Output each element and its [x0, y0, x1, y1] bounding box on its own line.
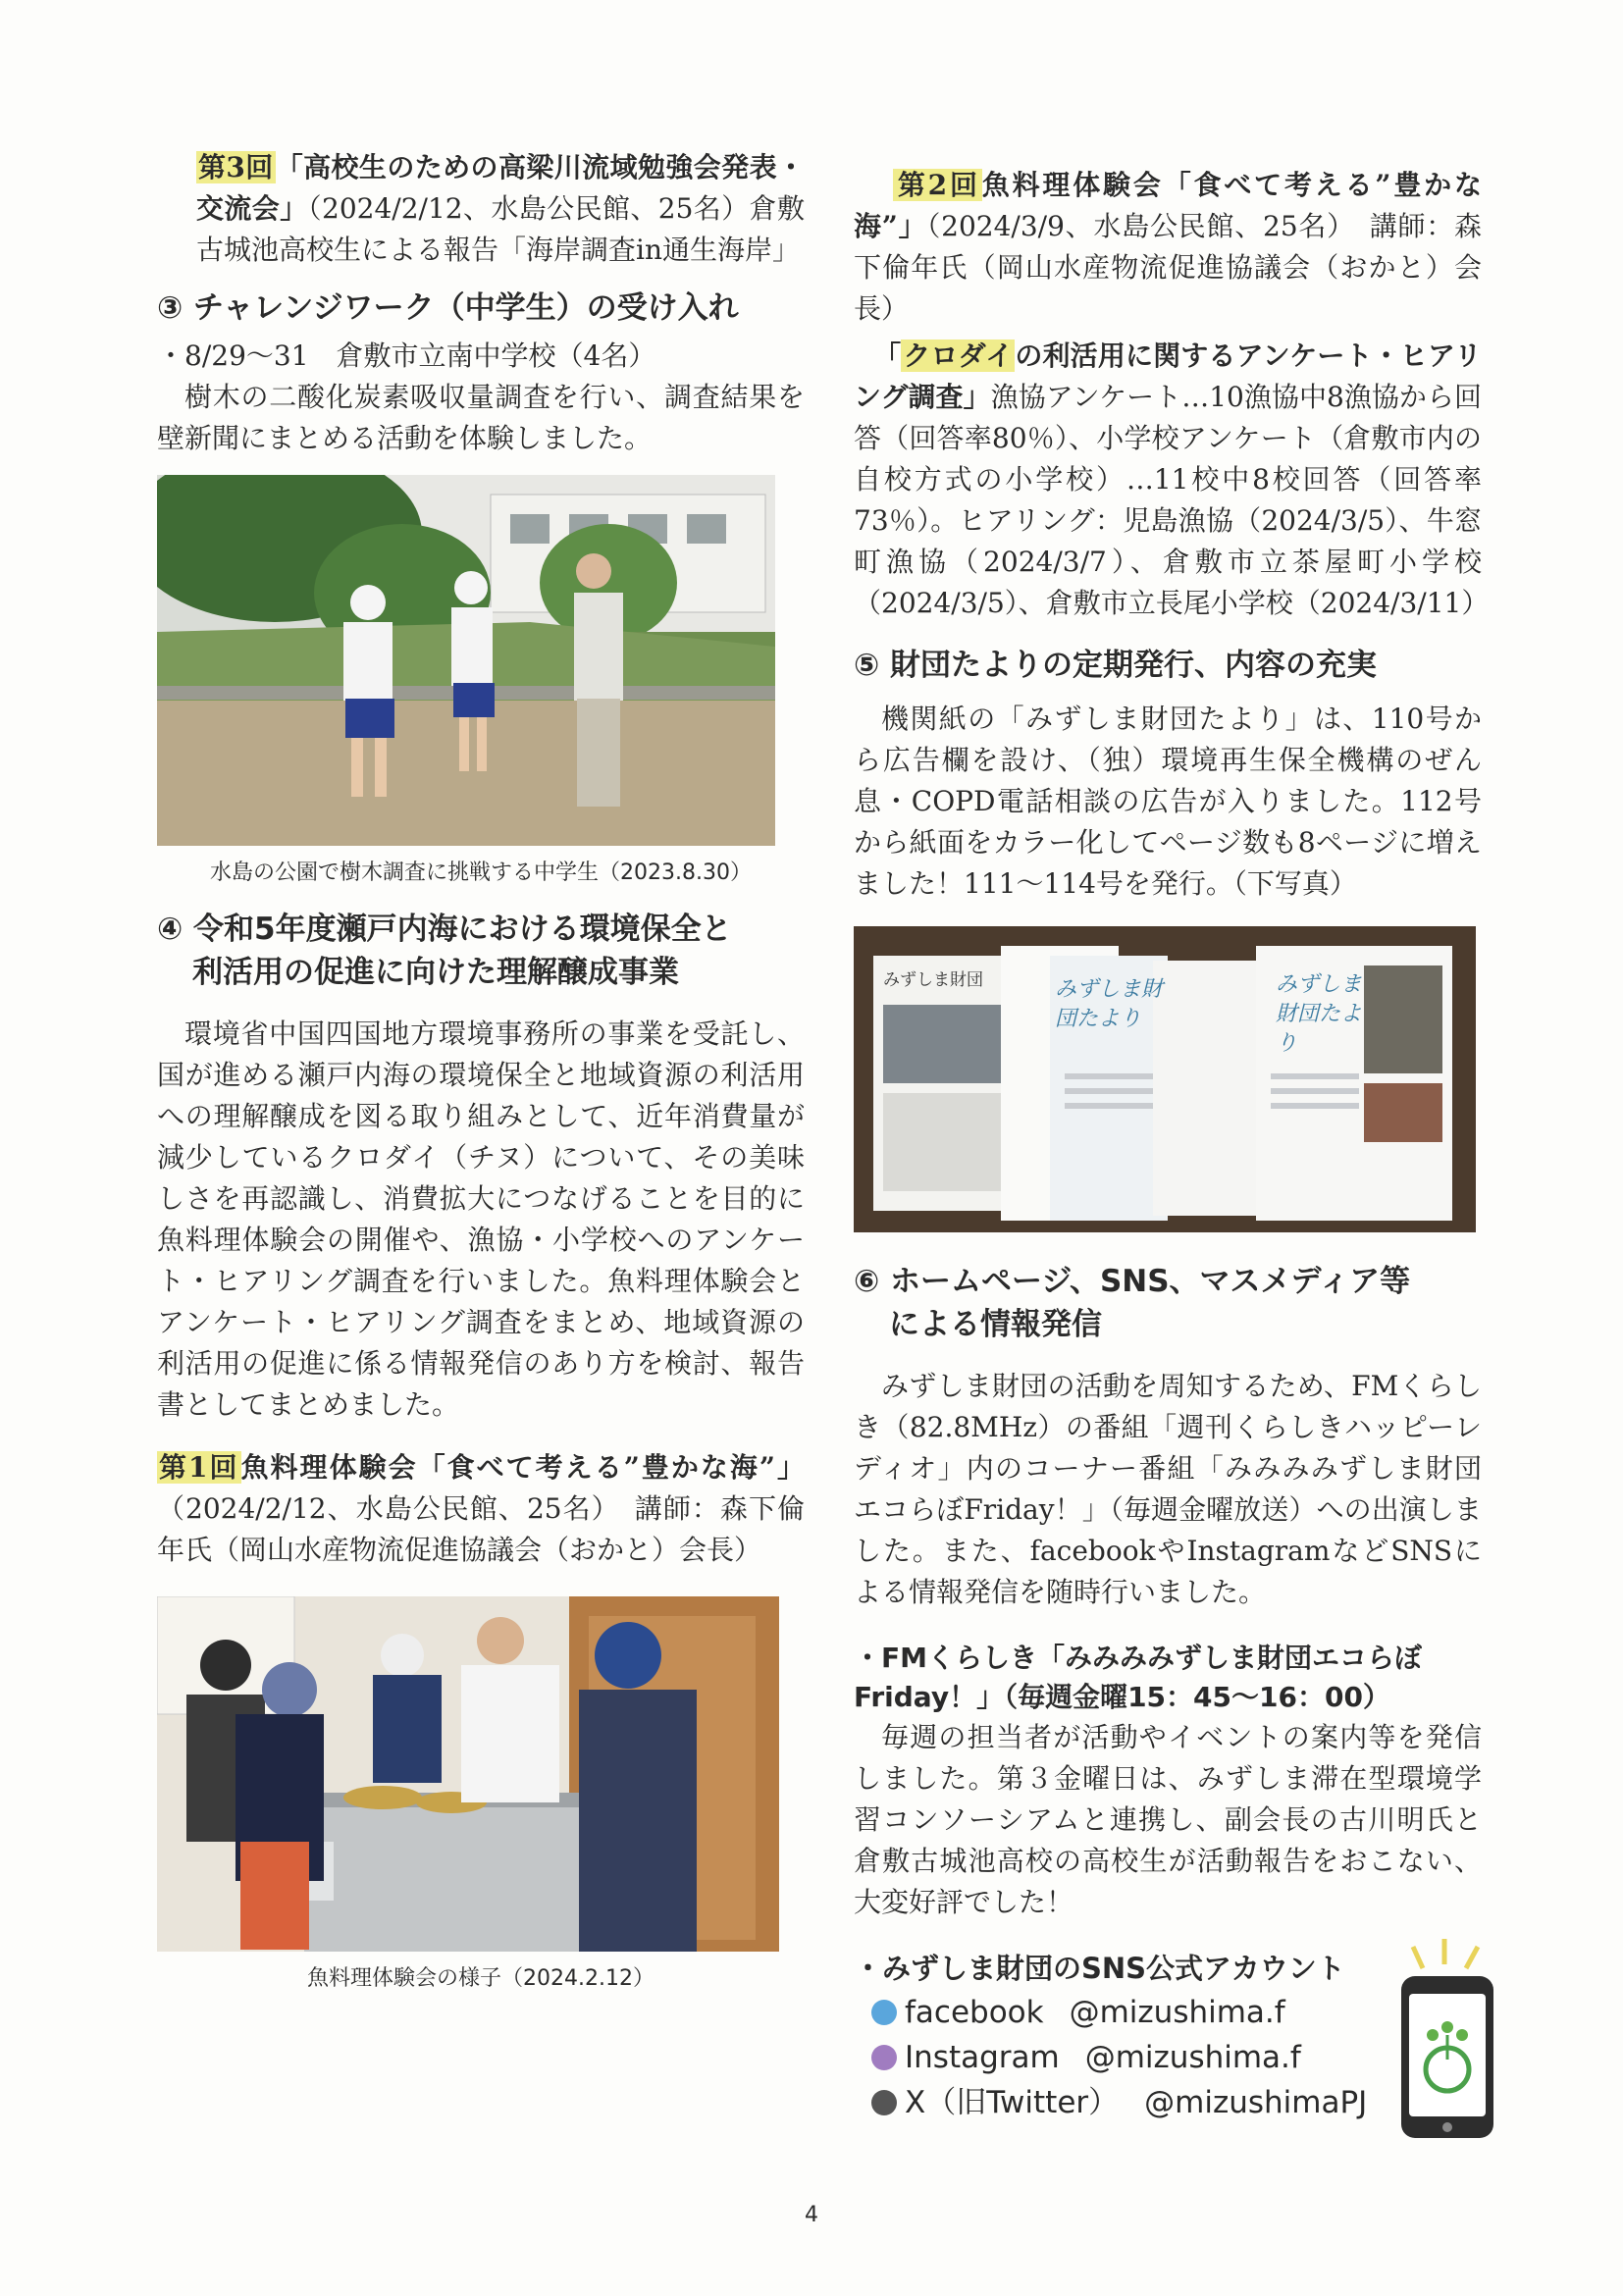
sns-account-row [871, 2035, 1482, 2080]
round1-title: 魚料理体験会「食べて考える”豊かな海”」 [240, 1451, 806, 1484]
sns-service: X（旧Twitter） [905, 2085, 1120, 2120]
round1-photo-caption: 魚料理体験会の様子（2024.2.12） [307, 1966, 654, 1991]
round-badge: 第3回 [198, 151, 274, 183]
sns-handle: @mizushima.f [1069, 1995, 1285, 2030]
round1-details: （2024/2/12、水島公民館、25名） 講師：森下倫年氏（岡山水産物流促進協議会（おかと）会長） [157, 1492, 805, 1566]
sns-handle: @mizushima.f [1084, 2040, 1301, 2075]
survey-title: の利活用に関するアンケート・ヒアリング調査」 [854, 339, 1482, 413]
round2-block [854, 165, 1482, 330]
smartphone-icon [1393, 1937, 1501, 2147]
sns-service: facebook [905, 1995, 1044, 2030]
round-badge: 第1回 [159, 1451, 239, 1484]
bullet-dot-icon [871, 2000, 897, 2025]
bullet-dot-icon [871, 2090, 897, 2115]
newsletter-title-2: みずしま財団たより [1276, 972, 1363, 1056]
round3-details: （2024/2/12、水島公民館、25名）倉敷古城池高校生による報告「海岸調査in通生海岸」 [196, 192, 805, 266]
cooking-class-photo [157, 1596, 779, 1952]
round1-block [157, 1447, 805, 1571]
round3-title: 「高校生のための高梁川流域勉強会発表・交流会」 [196, 151, 805, 225]
section4-text: 環境省中国四国地方環境事務所の事業を受託し、国が進める瀬戸内海の環境保全と地域資源の利活用への理解醸成を図る取り組みとして、近年消費量が減少しているクロダイ（チヌ）について、その美味しさを再認識し、消費拡大につなげることを目的に魚料理体験会の開催や、漁協・小学校へのアンケート・ヒアリング調査を行いました。魚料理体験会とアンケート・ヒアリング調査をまとめ、地域資源の利活用の促進に係る情報発信のあり方を検討、報告書としてまとめました。 [157, 1018, 805, 1421]
section3-item: ・8/29～31 倉敷市立南中学校（4名） [157, 339, 656, 372]
section6-heading: ⑥ ホームページ、SNS、マスメディア等 による情報発信 [854, 1264, 1411, 1342]
sns-service: Instagram [905, 2040, 1060, 2075]
page-number: 4 [805, 2203, 818, 2227]
round-badge: 第2回 [895, 169, 980, 201]
left-column [157, 147, 805, 1992]
section6-text: みずしま財団の活動を周知するため、FMくらしき（82.8MHz）の番組「週刊くらしきハッピーレディオ」内のコーナー番組「みみみみずしま財団エコらぼFriday！」（毎週金曜放送）への出演しました。また、facebookやInstagramなどSNSによる情報発信を随時行いました。 [854, 1370, 1482, 1608]
survey-block: 「クロダイの利活用に関するアンケート・ヒアリング調査」漁協アンケート…10漁協中8漁協から回答（回答率80％）、小学校アンケート（倉敷市内の自校方式の小学校）…11校中8校回答（回答率73％）。ヒアリング：児島漁協（2024/3/5）、牛窓町漁協（2024/3/7）、倉敷市立茶屋町小学校（2024/3/5）、倉敷市立長尾小学校（2024/3/11） [854, 339, 1490, 619]
sns-handle: @mizushimaPJ [1144, 2085, 1368, 2120]
fm-text: 毎週の担当者が活動やイベントの案内等を発信しました。第３金曜日は、みずしま滞在型環境学習コンソーシアムと連携し、副会長の古川明氏と倉敷古城池高校の高校生が活動報告をおこない、大変好評でした！ [854, 1721, 1482, 1918]
sns-title: ・みずしま財団のSNS公式アカウント [854, 1952, 1345, 1985]
tree-survey-photo [157, 475, 775, 846]
sns-account-row [871, 2080, 1482, 2125]
sns-account-row [871, 1990, 1482, 2035]
section3-text: 樹木の二酸化炭素吸収量調査を行い、調査結果を壁新聞にまとめる活動を体験しました。 [157, 381, 805, 454]
section3-heading: ③ チャレンジワーク（中学生）の受け入れ [157, 290, 739, 326]
sns-list [854, 1990, 1482, 2125]
survey-text: 漁協アンケート…10漁協中8漁協から回答（回答率80％）、小学校アンケート（倉敷市内の自校方式の小学校）…11校中8校回答（回答率73％）。ヒアリング：児島漁協（2024/3/5）、牛窓町漁協（2024/3/7）、倉敷市立茶屋町小学校（2024/3/5）、倉敷市立長尾小学校（2024/3/11） [854, 381, 1490, 619]
newsletter-photo [854, 926, 1476, 1232]
sns-block [854, 1947, 1482, 2125]
section3-photo-caption: 水島の公園で樹木調査に挑戦する中学生（2023.8.30） [210, 861, 752, 885]
newsletter-title: みずしま財団たより [1055, 977, 1164, 1031]
bullet-dot-icon [871, 2045, 897, 2070]
round2-details: （2024/3/9、水島公民館、25名） 講師：森下倫年氏（岡山水産物流促進協議会（おかと）会長） [854, 210, 1483, 325]
kurodai-highlight: クロダイ [903, 339, 1014, 372]
section5-heading: ⑤ 財団たよりの定期発行、内容の充実 [854, 648, 1378, 683]
round2-title: 魚料理体験会「食べて考える”豊かな海”」 [854, 169, 1482, 242]
section4-heading: ④ 令和5年度瀬戸内海における環境保全と 利活用の促進に向けた理解醸成事業 [157, 912, 732, 990]
newsletter-side-label: みずしま財団 [883, 970, 983, 990]
right-column [854, 165, 1490, 2125]
section5-text: 機関紙の「みずしま財団たより」は、110号から広告欄を設け、（独）環境再生保全機構のぜん息・COPD電話相談の広告が入りました。112号から紙面をカラー化してページ数も8ページに増えました！111～114号を発行。（下写真） [854, 703, 1482, 900]
fm-heading: ・FMくらしき「みみみみずしま財団エコらぼ Friday！」（毎週金曜15：45～16：00） [854, 1642, 1422, 1713]
round3-block [157, 147, 805, 271]
